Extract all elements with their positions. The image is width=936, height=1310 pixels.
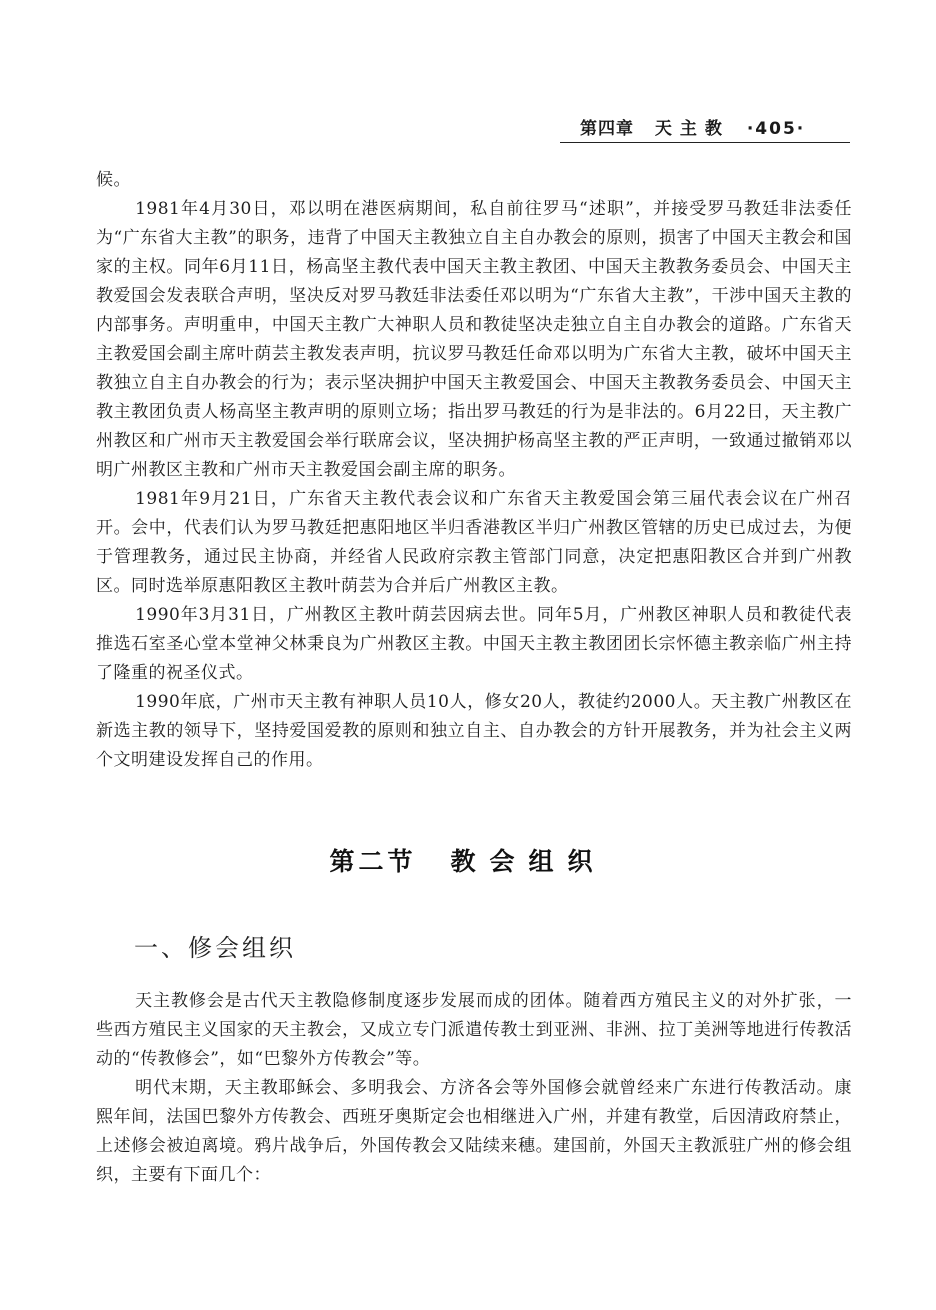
paragraph: 天主教修会是古代天主教隐修制度逐步发展而成的团体。随着西方殖民主义的对外扩张，一些西方殖民主义国家的天主教会，又成立专门派遣传教士到亚洲、非洲、拉丁美洲等地进行传教活动的“传教修会”，如“巴黎外方传教会”等。	[96, 991, 852, 1069]
body-text-top	[96, 166, 852, 775]
body-text-bottom	[96, 987, 852, 1190]
paragraph: 1981年4月30日，邓以明在港医病期间，私自前往罗马“述职”，并接受罗马教廷非法委任为“广东省大主教”的职务，违背了中国天主教独立自主自办教会的原则，损害了中国天主教会和国家的主权。同年6月11日，杨高坚主教代表中国天主教主教团、中国天主教教务委员会、中国天主教爱国会发表联合声明，坚决反对罗马教廷非法委任邓以明为“广东省大主教”，干涉中国天主教的内部事务。声明重申，中国天主教广大神职人员和教徒坚决走独立自主自办教会的道路。广东省天主教爱国会副主席叶荫芸主教发表声明，抗议罗马教廷任命邓以明为广东省大主教，破坏中国天主教独立自主自办教会的行为；表示坚决拥护中国天主教爱国会、中国天主教教务委员会、中国天主教主教团负责人杨高坚主教声明的原则立场；指出罗马教廷的行为是非法的。6月22日，天主教广州教区和广州市天主教爱国会举行联席会议，坚决拥护杨高坚主教的严正声明，一致通过撤销邓以明广州教区主教和广州市天主教爱国会副主席的职务。	[96, 199, 852, 480]
page-number: ·405·	[746, 119, 806, 139]
paragraph-continuation: 候。	[96, 170, 131, 190]
paragraph: 1990年底，广州市天主教有神职人员10人，修女20人，教徒约2000人。天主教广州教区在新选主教的领导下，坚持爱国爱教的原则和独立自主、自办教会的方针开展教务，并为社会主义两个文明建设发挥自己的作用。	[96, 692, 852, 770]
running-header	[560, 118, 850, 143]
section-number: 第二节	[329, 847, 417, 876]
section-heading	[0, 842, 936, 878]
header-topic: 天主教	[654, 119, 730, 139]
subsection-heading: 一、修会组织	[134, 934, 296, 962]
section-title: 教会组织	[450, 847, 607, 876]
paragraph: 明代末期，天主教耶稣会、多明我会、方济各会等外国修会就曾经来广东进行传教活动。康熙年间，法国巴黎外方传教会、西班牙奥斯定会也相继进入广州，并建有教堂，后因清政府禁止，上述修会被迫离境。鸦片战争后，外国传教会又陆续来穗。建国前，外国天主教派驻广州的修会组织，主要有下面几个：	[96, 1078, 852, 1185]
paragraph: 1990年3月31日，广州教区主教叶荫芸因病去世。同年5月，广州教区神职人员和教徒代表推选石室圣心堂本堂神父林秉良为广州教区主教。中国天主教主教团团长宗怀德主教亲临广州主持了隆重的祝圣仪式。	[96, 605, 852, 683]
header-chapter: 第四章	[580, 119, 634, 139]
paragraph: 1981年9月21日，广东省天主教代表会议和广东省天主教爱国会第三届代表会议在广州召开。会中，代表们认为罗马教廷把惠阳地区半归香港教区半归广州教区管辖的历史已成过去，为便于管理教务，通过民主协商，并经省人民政府宗教主管部门同意，决定把惠阳教区合并到广州教区。同时选举原惠阳教区主教叶荫芸为合并后广州教区主教。	[96, 489, 852, 596]
